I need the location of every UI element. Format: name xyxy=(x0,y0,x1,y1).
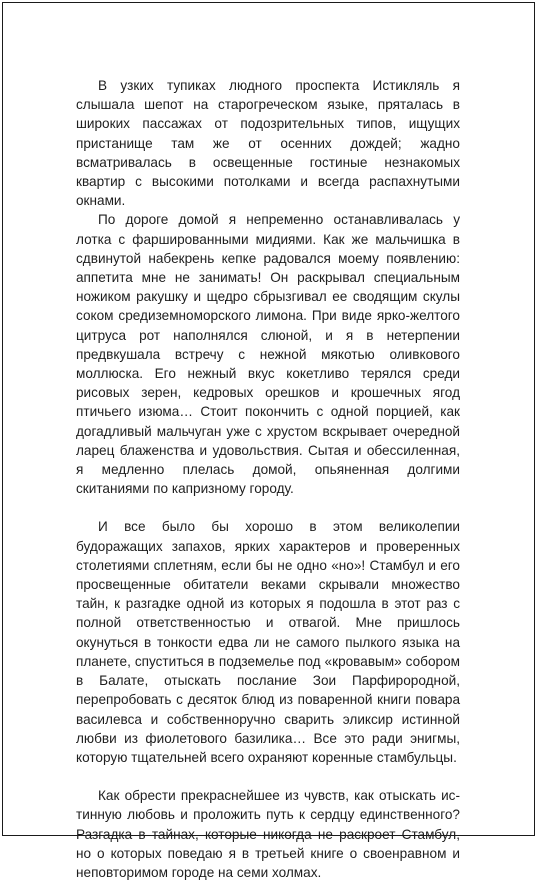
paragraph-4: Как обрести прекраснейшее из чувств, как отыскать истинную любовь и проложить путь к сердцу единственного? Разгадка в тайнах, которые никогда не раскроет Стамбул, но о которых поведаю я в третьей книге о своенравном и неповторимом городе на семи холмах. xyxy=(76,788,460,880)
paragraph-2: По дороге домой я непременно останавливалась у лотка с фаршированными мидиями. Как же мальчишка в сдвинутой набекрень кепке радовался моему появлению: аппетита мне не занимать! Он раскрывал специальным ножиком ракушку и щедро сбрызгивал ее сводящим скулы соком средиземноморского лимона. При виде ярко-желтого цитруса рот наполнялся слюной, и я в нетерпении предвкушала встречу с нежной мякотью оливкового моллюска. Его нежный вкус кокетливо терялся среди рисовых зерен, кедровых орешков и крошечных ягод птичьего изюма… Стоит покончить с одной порцией, как догадливый мальчуган уже с хрустом вскрывает очередной ларец блаженства и удовольствия. Сытая и обессиленная, я медленно плелась домой, опьяненная долгими скитаниями по капризному городу. xyxy=(76,212,460,497)
paragraph-3: И все было бы хорошо в этом великолепии будоражащих запахов, ярких характеров и проверенных столетиями сплетням, если бы не одно «но»! Стамбул и его просвещенные обитатели веками скрывали множество тайн, к разгадке одной из которых я подошла в этот раз с полной ответственностью и отвагой. Мне пришлось окунуться в тонкости едва ли не самого пылкого языка на планете, спуститься в подземелье под «кровавым» собором в Балате, отыскать послание Зои Парфирородной, перепробовать с десяток блюд из поваренной книги повара василевса и собственноручно сварить эликсир истинной любви из фиолетового базилика… Все это ради энигмы, которую тщательней всего охраняют коренные стамбульцы. xyxy=(76,519,460,765)
paragraph-1: В узких тупиках людного проспекта Истикляль я слышала шепот на старогреческом языке, пряталась в широких пассажах от подозрительных типов, ищущих пристанище там же от осенних дождей; жадно всматривалась в освещенные гостиные незнакомых квартир с высокими потолками и всегда распахнутыми окнами. xyxy=(76,78,460,209)
body-text xyxy=(76,76,460,882)
